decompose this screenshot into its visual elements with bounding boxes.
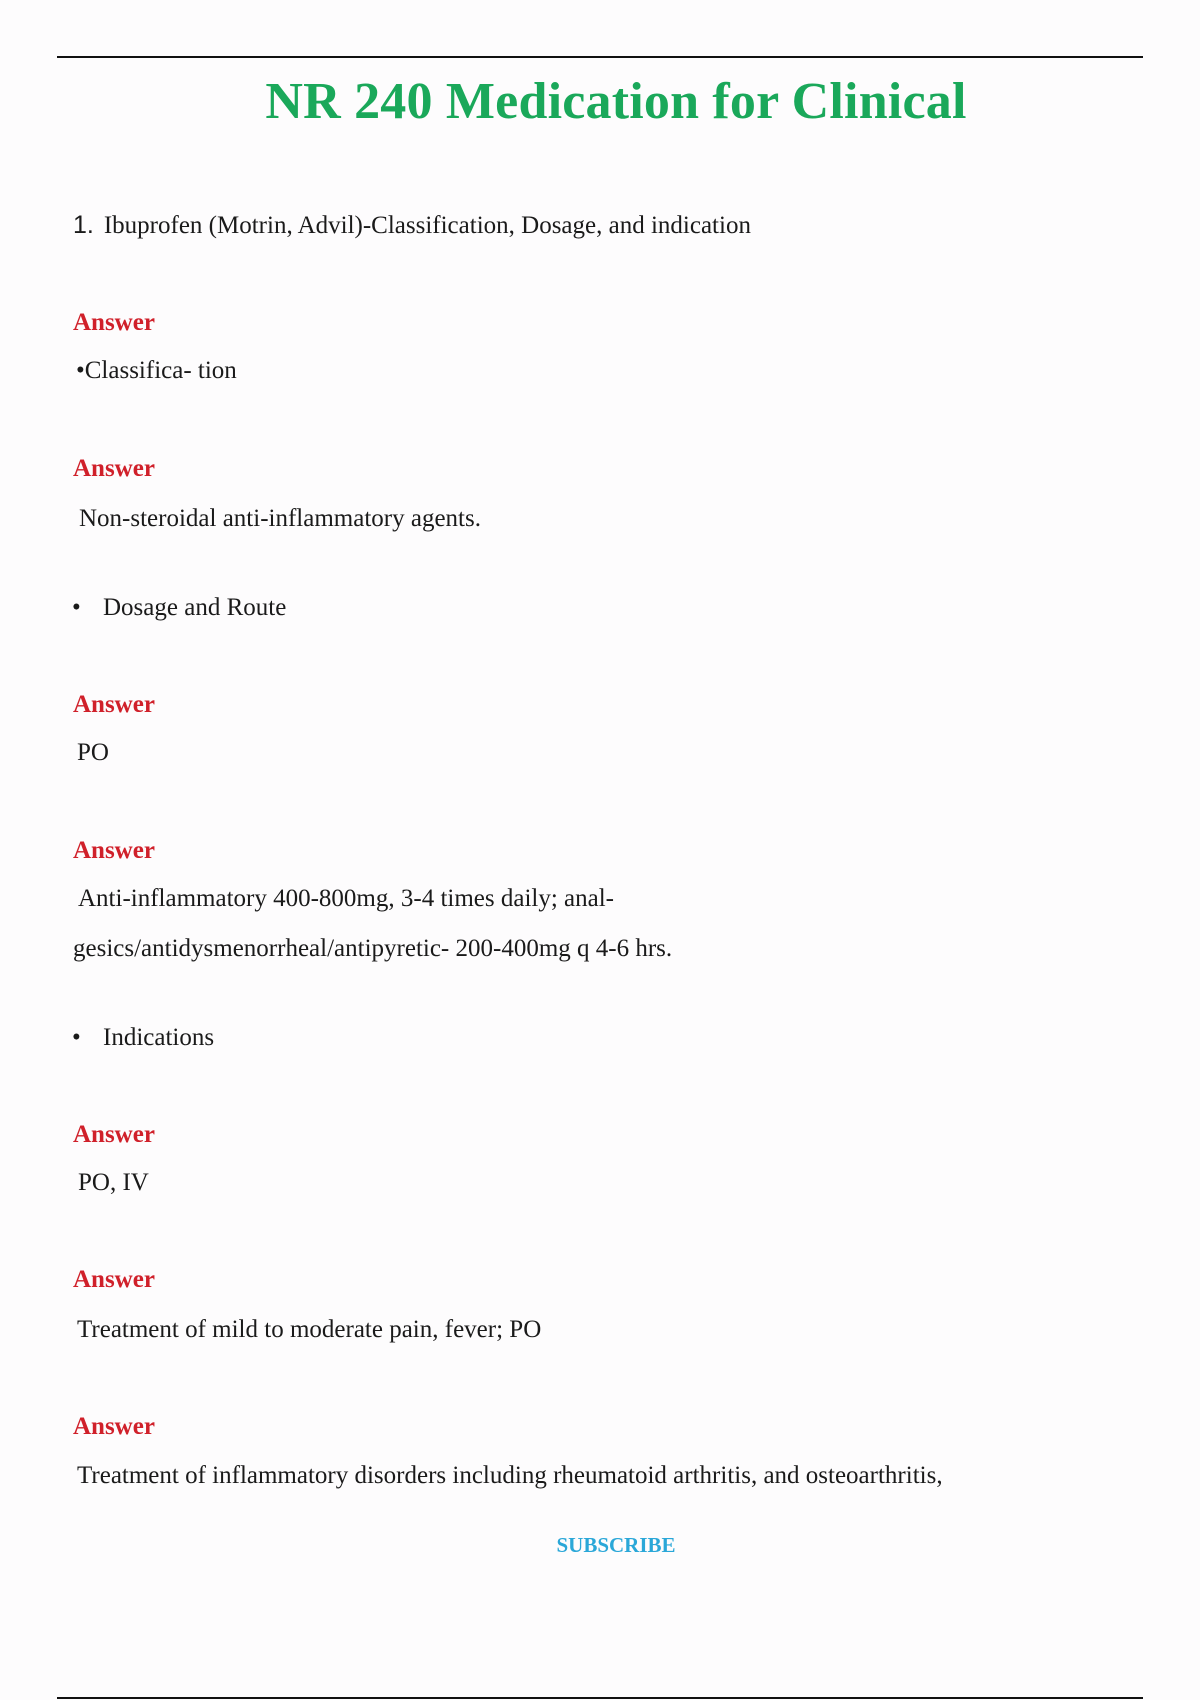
indications-answer-2: Treatment of inflammatory disorders including rheumatoid arthritis, and osteoarthritis,: [77, 1462, 943, 1489]
answer-label-5: Answer: [73, 1121, 155, 1148]
classification-answer: Non-steroidal anti-inflammatory agents.: [79, 505, 481, 532]
dosage-answer-line-2: gesics/antidysmenorrheal/antipyretic- 200-400mg q 4-6 hrs.: [73, 935, 673, 962]
question-text: Ibuprofen (Motrin, Advil)-Classification, Dosage, and indication: [103, 212, 751, 239]
answer-label-2: Answer: [73, 455, 155, 482]
dosage-heading: Dosage and Route: [103, 594, 287, 621]
answer-label-3: Answer: [73, 691, 155, 718]
document-title: NR 240 Medication for Clinical: [265, 73, 967, 130]
answer-label-4: Answer: [73, 837, 155, 864]
subscribe-link[interactable]: SUBSCRIBE: [556, 1533, 676, 1557]
top-rule: [57, 56, 1143, 58]
dosage-answer-line-1: Anti-inflammatory 400-800mg, 3-4 times daily; anal-: [78, 885, 614, 912]
question-number: 1.: [73, 211, 94, 239]
classification-item: •Classifica- tion: [76, 357, 237, 384]
answer-label-7: Answer: [73, 1413, 155, 1440]
bullet: •: [72, 594, 81, 621]
indications-heading: Indications: [103, 1024, 215, 1051]
dosage-heading-item: [72, 594, 286, 622]
bullet: •: [72, 1024, 81, 1051]
question-1: [73, 211, 751, 240]
indications-heading-item: [72, 1024, 214, 1052]
indications-route-answer: PO, IV: [78, 1169, 149, 1196]
answer-label-6: Answer: [73, 1266, 155, 1293]
indications-answer-1: Treatment of mild to moderate pain, fever; PO: [77, 1316, 542, 1343]
bottom-rule: [57, 1697, 1143, 1699]
answer-label-1: Answer: [73, 309, 155, 336]
dosage-route-answer: PO: [77, 739, 109, 766]
